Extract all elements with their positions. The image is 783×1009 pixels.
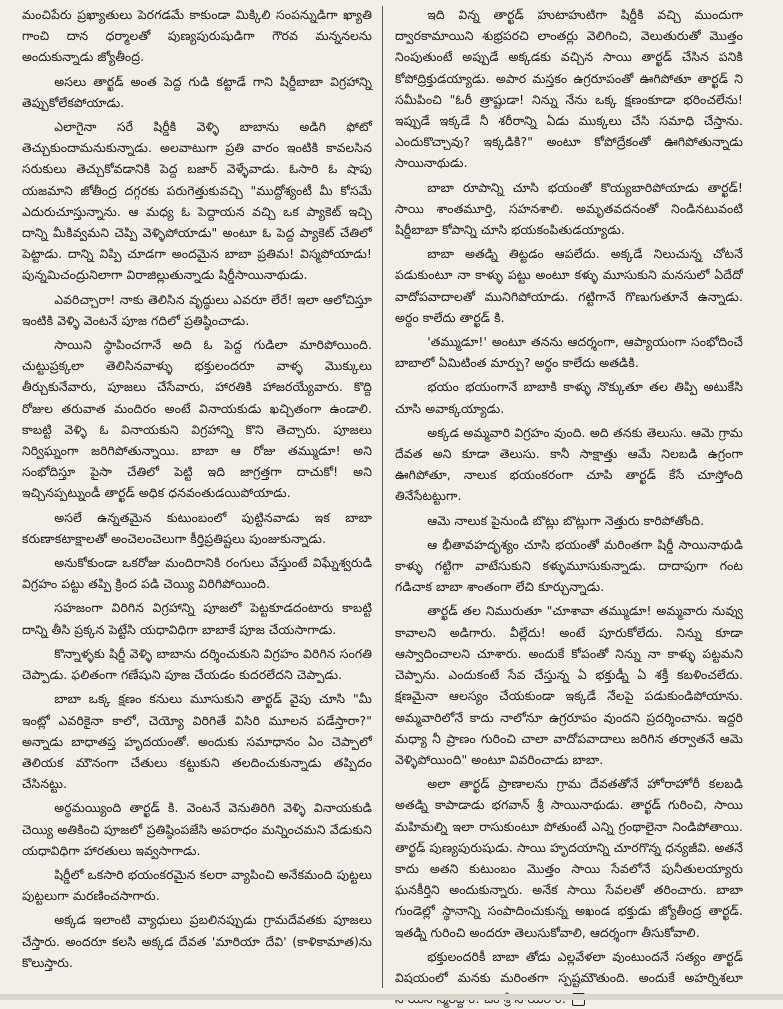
paragraph: తార్ఖడ్ తల నిమురుతూ "చూశావా తమ్ముడూ! అమ్మవారు నువ్వు కావాలని అడిగారు. వీల్లేదు! అంటే పూరుకోలేదు. నిన్ను కూడా ఆస్వాదించాలని చూశారు. అందుకే కోపంతో నిన్ను నా కాళ్ళు పట్టమని చెప్పాను. ఎందుకంటే సేవ చేస్తున్న ఏ భక్తుడ్నీ ఏ శక్తీ కబళించలేదు. క్షణమైనా ఆలస్యం చేయకుండా ఇక్కడే నేలపై పడుకుండిపోయాను. అమ్మవారిలోనే కాదు నాలోనూ ఉగ్రరూపం వుందని ప్రదర్శించాను. ఇద్దరి మధ్యా నీ ప్రాణం గురించి చాలా వాదోపవాదాలు జరిగిన తర్వాతనే ఆమె వెళ్ళిపోయింది" అంటూ వివరించాడు బాబా. xyxy=(395,603,743,767)
paragraph: అసలే ఉన్నతమైన కుటుంబంలో పుట్టినవాడు ఇక బాబా కరుణాకటాక్షాలతో అంచెలంచెలుగా కీర్తిప్రతిష్టలు పుంజుకున్నాడు. xyxy=(22,509,372,546)
paragraph: 'తమ్ముడూ!' అంటూ తనను ఆదర్శంగా, ఆప్యాయంగా సంభోదించే బాబాలో ఏమిటింత మార్పు? అర్థం కాలేదు అతడికి. xyxy=(395,334,743,371)
closing-text: భక్తులందరికీ బాబా తోడు ఎల్లవేళలా వుంటుందనే సత్యం తార్ఖడ్ విషయంలో మనకు మరింతగా స్పష్టమౌతుంది. అందుకే అహర్నిశలూ xyxy=(395,948,743,985)
article-columns xyxy=(22,4,771,994)
paragraph: షిర్డీలో ఒకసారి భయంకరమైన కలరా వ్యాపించి అనేకమంది పుట్టలు పుట్టలుగా మరణించసాగారు. xyxy=(22,866,372,904)
paragraph: సహజంగా విరిగిన విగ్రహాన్ని పూజలో పెట్టకూడదంటారు కాబట్టి దాన్ని తీసి ప్రక్కన పెట్టేసి యధావిధిగా బాబాకే పూజ చేయసాగాడు. xyxy=(22,600,372,637)
paragraph: మంచిపేరు ప్రఖ్యాతులు పెరగడమే కాకుండా మిక్కిలి సంపన్నుడిగా ఖ్యాతి గాంచి దాన ధర్మాలతో పుణ్యపురుషుడిగా గౌరవ మన్ననలను అందుకున్నాడు జ్యోతీంద్ర. xyxy=(22,7,372,65)
paragraph: బాబా రూపాన్ని చూసి భయంతో కొయ్యబారిపోయాడు తార్ఖడ్! సాయి శాంతమూర్తి, సహనశాలి. అమృతవదనంతో నిండినటువంటి షిర్డీబాబా కోపాన్ని చూసి భయకంపితుడయ్యాడు. xyxy=(395,179,743,238)
right-column xyxy=(383,4,743,994)
page-bottom-edge xyxy=(0,994,783,1000)
paragraph: అక్కడ ఇలాంటి వ్యాధులు ప్రబలినప్పుడు గ్రామదేవతకు పూజలు చేస్తారు. అందరూ కలసి అక్కడ దేవత 'మారియా దేవి' (కాళికామాత)ను కొలుస్తారు. xyxy=(22,912,372,970)
paragraph: అక్కడ అమ్మవారి విగ్రహం వుంది. అది తనకు తెలుసు. ఆమె గ్రామ దేవత అని కూడా తెలుసు. కానీ సాక్షాత్తు ఆమే నిలబడి ఉగ్రంగా ఊగిపోతూ, నాలుక భయంకరంగా చూపి తార్ఖడ్ కేసే చూస్తోంది తినేసేటట్టుగా. xyxy=(395,424,743,504)
paragraph: అసలు తార్ఖడ్ అంత పెద్ద గుడి కట్టాడే గాని షిర్డీబాబా విగ్రహాన్ని తెప్పుకోలేకపోయాడు. xyxy=(22,73,372,110)
paragraph: ఎలాగైనా సరే షిర్డీకి వెళ్ళి బాబాను అడిగి ఫోటో తెచ్చుకుందామనుకున్నాడు. అలవాటుగా ప్రతి వారం ఇంటికి కావలసిన సరుకులు తెచ్చుకోవడానికి పెద్ద బజార్ వెళ్ళేవాడు. ఓసారి ఓ షాపు యజమాని జోతీంద్ర దగ్గరకు పరుగెత్తుకువచ్చి "ముద్దోశ్యంటీ మీ కోసమే ఎదురుచూస్తున్నాను. ఆ మధ్య ఓ పెద్దాయన వచ్చి ఒక ప్యాకెట్ ఇచ్చి దాన్ని మీకివ్వమని చెప్పి వెళ్ళిపోయాడు" అంటూ ఓ పెద్ద ప్యాకెట్ చేతిలో పెట్టాడు. దాన్ని విప్పి చూడగా అందమైన బాబా ప్రతిమ! విస్మపోయాడు! పున్నమిచంద్రునిలాగా విరాజిల్లుతున్నాడు షిర్డీసాయినాథుడు. xyxy=(22,119,372,283)
paragraph: భయం భయంగానే బాబాకి కాళ్ళు నొక్కుతూ తల తిప్పి అటుకేసి చూసి అవాక్కయ్యాడు. xyxy=(395,379,743,416)
paragraph: కొన్నాళ్ళకు షిర్డీ వెళ్ళి బాబాను దర్శించుకుని విగ్రహం విరిగిన సంగతి చెప్పాడు. ఫలితంగా గణేషుని పూజ చేయడం కుదరలేదని చెప్పాడు. xyxy=(22,645,372,683)
paragraph: ఇది విన్న తార్ఖడ్ హుటాహుటిగా షిర్డీకి వచ్చి ముందుగా ద్వారకామాయిని శుభ్రపరచి లాంతర్లు వెలిగించి, వెలుతురుతో మొత్తం నింపుతుంటే అప్పుడే అక్కడకు వచ్చిన సాయి తార్ఖడ్ చేసిన పనికి కోపోద్రిక్తుడయ్యాడు. అపార మస్తకం ఉగ్రరూపంతో ఊగిపోతూ తార్ఖడ్ ని సమీపించి "ఓరీ త్రాష్టుడా! నిన్ను నేను ఒక్క క్షణంకూడా భరించలేను! ఇప్పుడే ఇక్కడే నీ శరీరాన్ని ఏడు ముక్కలు చేసి సమాధి చేస్తాను. ఎందుకొచ్చావు? ఇక్కడికి?" అంటూ కోపోద్రేకంతో ఊగిపోతున్నాడు సాయినాథుడు. xyxy=(395,7,743,171)
paragraph: బాబా అతడ్ని తిట్టడం ఆపలేదు. అక్కడే నిలుచున్న చోటనే పడుకుంటూ నా కాళ్ళు పట్టు అంటూ కళ్ళు మూసుకుని మనసులో ఏదేదో వాదోపవాదాలతో మునిగిపోయాడు. గట్టిగానే గొణుగుతూనే ఉన్నాడు. అర్థం కాలేదు తార్ఖడ్ కి. xyxy=(395,246,743,325)
paragraph: అనుకోకుండా ఒకరోజు మందిరానికి రంగులు వేస్తుంటే విఘ్నేశ్వరుడి విగ్రహం పట్టు తప్పి క్రింద పడి చెయ్యి విరిగిపోయింది. xyxy=(22,555,372,592)
paragraph: బాబా ఒక్క క్షణం కనులు మూసుకుని తార్ఖడ్ వైపు చూసి "మీ ఇంట్లో ఎవరికైనా కాలో, చెయ్యో విరిగితే విసిరి మూలన పడేస్తారా?" అన్నాడు బాధాతప్త హృదయంతో. అందుకు సమాధానం ఏం చెప్పాలో తెలియక మౌనంగా చేతులు కట్టుకుని తలదించుకున్నాడు తప్పిదం చేసినట్టు. xyxy=(22,691,372,792)
paragraph: ఆ భీతావహదృశ్యం చూసి భయంతో మరింతగా షిర్డీ సాయినాథుడి కాళ్ళు గట్టిగా వాటేసుకుని కళ్ళుమూసుకున్నాడు. దాదాపుగా గంట గడిచాక బాబా శాంతంగా లేచి కూర్చున్నాడు. xyxy=(395,536,743,595)
paragraph: ఎవరిచ్చారా! నాకు తెలిసిన వృద్ధులు ఎవరూ లేరే! ఇలా ఆలోచిస్తూ ఇంటికి వెళ్ళి వెంటనే పూజ గదిలో ప్రతిష్ఠించాడు. xyxy=(22,291,372,328)
paragraph: అర్థమయ్యింది తార్ఖడ్ కి. వెంటనే వెనుతిరిగి వెళ్ళి వినాయకుడి చెయ్యి అతికించి పూజలో ప్రతిష్ఠింపజేసి అపరాధం మన్నించమని వేడుకుని యధావిధిగా హారతులు ఇవ్వసాగాడు. xyxy=(22,800,372,858)
paragraph: సాయిని స్థాపించగానే అది ఓ పెద్ద గుడిలా మారిపోయింది. చుట్టుప్రక్కలా తెలిసినవాళ్ళు భక్తులందరూ వాళ్ళ మొక్కులు తీర్చుకునేవారు, పూజలు చేసేవారు, హారతికి హాజరయ్యేవారు. కొద్ది రోజుల తరువాత మందిరం అంటే వినాయకుడు ఖచ్చితంగా ఉండాలి. కాబట్టి వెళ్ళి ఓ వినాయకుని విగ్రహాన్ని కొని తెచ్చారు. పూజలు నిర్విఘ్నంగా జరిగిపోతున్నాయి. బాబా ఆ రోజు తమ్ముడూ! అని సంభోదిస్తూ పైసా చేతిలో పెట్టి ఇది జాగ్రత్తగా దాచుకో! అని ఇచ్చినప్పట్నుండీ తార్ఖడ్ అధిక ధనవంతుడయిపోయాడు. xyxy=(22,337,372,501)
paragraph: ఆమె నాలుక పైనుండి బొట్లు బొట్లుగా నెత్తురు కారిపోతోంది. xyxy=(427,512,705,528)
left-column xyxy=(22,4,382,994)
paragraph: అలా తార్ఖడ్ ప్రాణాలను గ్రామ దేవతతోనే హోరాహోరీ కలబడి అతడ్ని కాపాడాడు భగవాన్ శ్రీ సాయినాథుడు. తార్ఖడ్ గురించి, సాయి మహిమల్ని ఇలా రాసుకుంటూ పోతుంటే ఎన్ని గ్రంథాలైనా నిండిపోతాయి. తార్ఖడ్ పుణ్యపురుషుడు. సాయి హృదయాన్ని చూరగొన్న ధన్యజీవి. అతనే కాదు అతని కుటుంబం మొత్తం సాయి సేవలోనే పునీతులయ్యారు ఘనకీర్తిని అందుకున్నారు. అనేక సాయి సేవలతో తరించారు. బాబా గుండెల్లో స్థానాన్ని సంపాదించుకున్న అఖండ భక్తుడు జ్యోతీంద్ర తార్ఖడ్. ఇతడ్ని గురించి అందరూ తెలుసుకోవాలి, ఆదర్శంగా తీసుకోవాలి. xyxy=(395,776,743,940)
